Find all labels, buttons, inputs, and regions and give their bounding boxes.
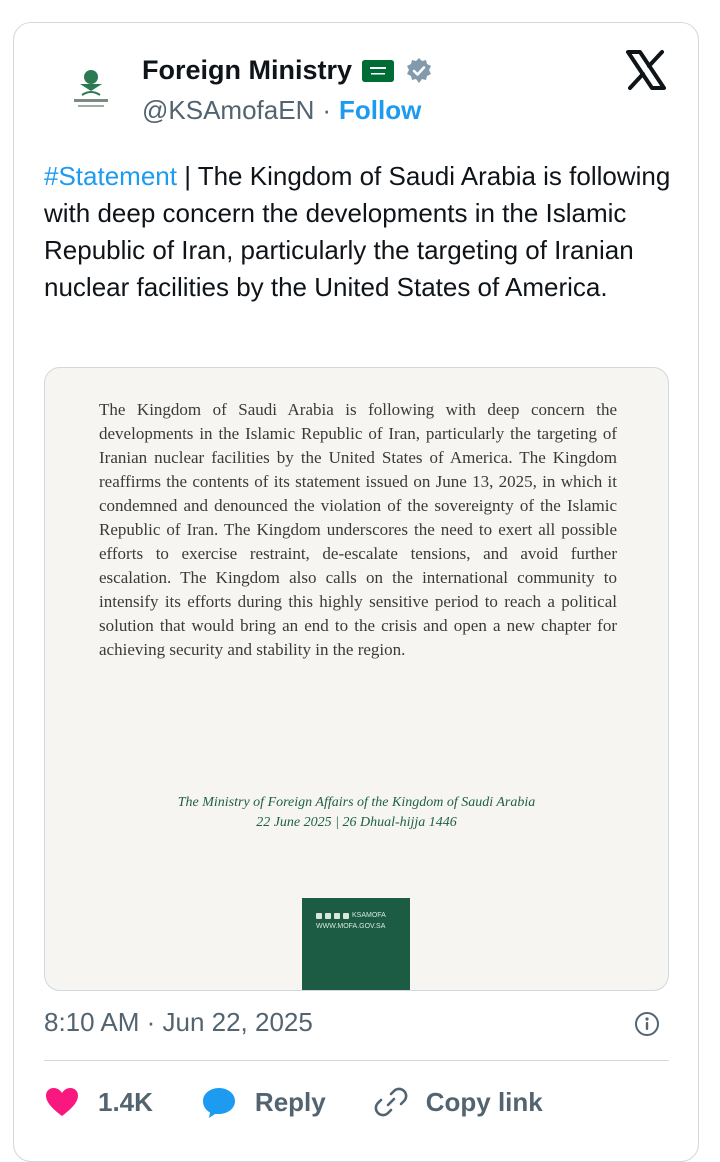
ministry-avatar[interactable]: [52, 51, 130, 129]
reply-bubble-icon: [201, 1085, 237, 1119]
verified-badge-icon[interactable]: [404, 56, 434, 86]
tweet-timestamp[interactable]: 8:10 AM · Jun 22, 2025: [44, 1007, 313, 1037]
statement-body-text: The Kingdom of Saudi Arabia is following with deep concern the developments in the Islamic Republic of Iran, particularly the targeting of Iranian nuclear facilities by the United States of America. The Kingdom reaffirms the contents of its statement issued on June 13, 2025, in which it condemned and denounced the violation of the sovereignty of the Islamic Republic of Iran. The Kingdom underscores the need to exert all possible efforts to exercise restraint, de-escalate tensions, and avoid further escalation. The Kingdom also calls on the international community to intensify its efforts during this highly sensitive period to reach a political solution that would bring an end to the crisis and open a new chapter for achieving security and stability in the region.: [99, 400, 617, 659]
tweet-actions: [44, 1085, 684, 1119]
saudi-flag-icon: [362, 60, 394, 82]
signature-date: 22 June 2025 | 26 Dhual-hijja 1446: [256, 815, 457, 830]
ministry-contact-block: [302, 898, 410, 991]
instagram-icon: [334, 913, 340, 919]
account-display-name[interactable]: Foreign Ministry: [142, 55, 353, 85]
statement-signature: [45, 793, 668, 833]
info-icon[interactable]: [634, 1011, 660, 1037]
tweet-body-text: | The Kingdom of Saudi Arabia is following with deep concern the developments in the Islamic Republic of Iran, particularly the targeting of Iranian nuclear facilities by the United States of America.: [44, 161, 671, 302]
reply-button[interactable]: [201, 1085, 326, 1119]
social-handle: KSAMOFA: [352, 912, 386, 919]
heart-icon: [44, 1086, 80, 1118]
social-icons-row: [316, 910, 396, 921]
x-small-icon: [343, 913, 349, 919]
link-icon: [374, 1085, 408, 1119]
follow-button[interactable]: Follow: [339, 95, 422, 125]
ministry-emblem-icon: [60, 59, 122, 121]
like-count: 1.4K: [98, 1086, 153, 1117]
copy-link-button[interactable]: [374, 1085, 543, 1119]
facebook-icon: [325, 913, 331, 919]
x-logo-icon[interactable]: [624, 48, 668, 92]
reply-label: Reply: [254, 1086, 326, 1117]
account-name-row: [142, 55, 434, 86]
tweet-card: [13, 22, 699, 1162]
account-handle[interactable]: @KSAmofaEN: [142, 95, 315, 125]
signature-ministry: The Ministry of Foreign Affairs of the Kingdom of Saudi Arabia: [177, 795, 536, 810]
action-divider: [44, 1060, 669, 1061]
youtube-icon: [316, 913, 322, 919]
tweet-text: [44, 158, 684, 306]
account-handle-row: [142, 95, 421, 126]
copy-link-label: Copy link: [425, 1086, 543, 1117]
like-button[interactable]: [44, 1086, 153, 1118]
ministry-website: WWW.MOFA.GOV.SA: [316, 923, 386, 930]
hashtag-link[interactable]: #Statement: [44, 161, 177, 191]
handle-separator: ·: [322, 95, 332, 125]
statement-image[interactable]: [44, 367, 669, 991]
